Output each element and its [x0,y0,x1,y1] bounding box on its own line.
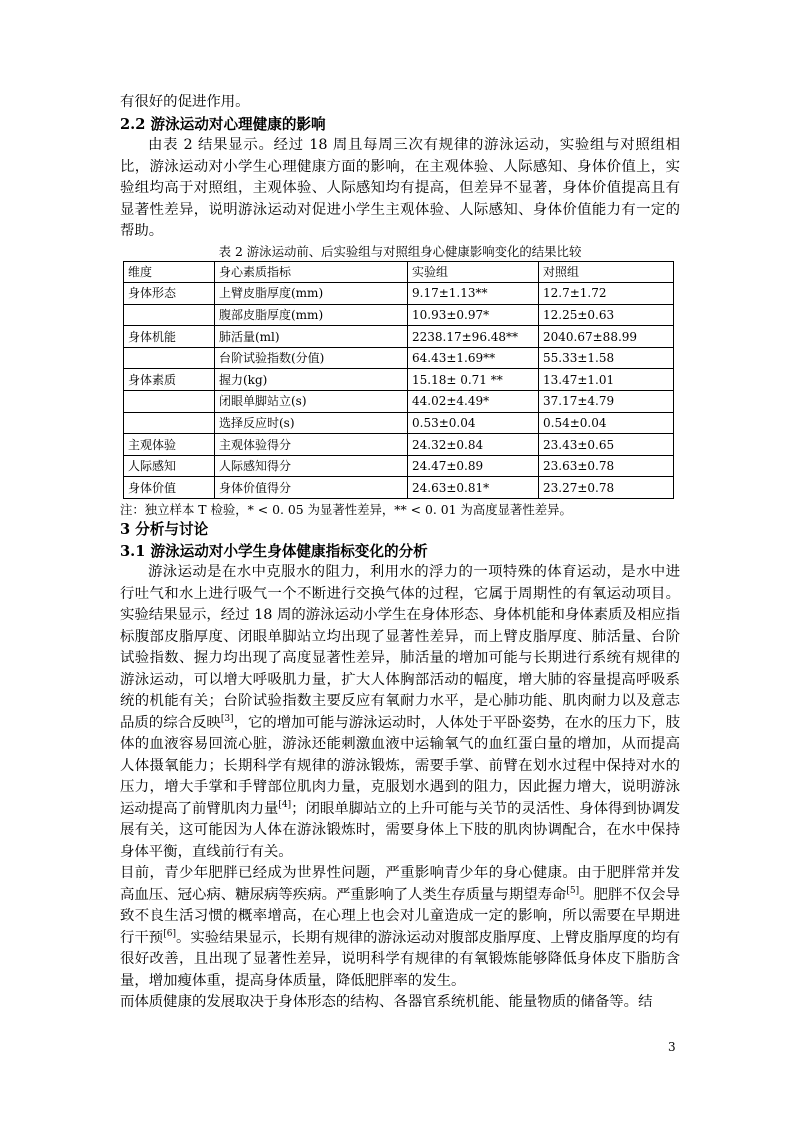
table-cell: 15.18± 0.71 ** [408,369,539,391]
p1-text-b: ，它的增加可能与游泳运动时，人体处于平卧姿势，在水的压力下，肢体的血液容易回流心脏，游泳还能刺激血液中运输氧气的血红蛋白量的增加，从而提高人体摄氧能力；长期科学有规律的游泳锻炼，需要手掌、前臂在划水过程中保持对水的压力，增大手掌和手臂部位肌肉力量，克服划水遇到的阻力，因此握力增大，说明游泳运动提高了前臂肌肉力量 [120,714,680,817]
table-cell: 0.53±0.04 [408,412,539,434]
table-cell: 选择反应时(s) [215,412,408,434]
table-cell: 上臂皮脂厚度(mm) [215,283,408,305]
table-cell: 2238.17±96.48** [408,326,539,348]
table-row [124,477,674,499]
table-row [124,412,674,434]
section-3-1-paragraph-2 [120,863,680,992]
table-cell: 44.02±4.49* [408,391,539,413]
table-cell: 24.63±0.81* [408,477,539,499]
table-cell: 37.17±4.79 [539,391,674,413]
table-header-cell: 实验组 [408,261,539,283]
table-cell: 身体机能 [124,326,215,348]
table-cell: 肺活量(ml) [215,326,408,348]
table-cell: 身体素质 [124,369,215,391]
citation-5: [5] [566,885,580,896]
table-2-caption: 表 2 游泳运动前、后实验组与对照组身心健康影响变化的结果比较 [218,243,582,259]
table-cell [124,304,215,326]
table-row [124,283,674,305]
table-cell [124,347,215,369]
table-cell: 13.47±1.01 [539,369,674,391]
p1-text-c: ；闭眼单脚站立的上升可能与关节的灵活性、身体得到协调发展有关，这可能因为人体在游泳锻炼时，需要身体上下肢的肌肉协调配合，在水中保持身体平衡，直线前行有关。 [120,800,680,860]
table-cell: 12.25±0.63 [539,304,674,326]
table-header-cell: 对照组 [539,261,674,283]
table-header-cell: 身心素质指标 [215,261,408,283]
table-2-note: 注：独立样本 T 检验，* < 0. 05 为显著性差异，** < 0. 01 为高度显著性差异。 [120,502,572,518]
table-cell: 台阶试验指数(分值) [215,347,408,369]
table-cell: 12.7±1.72 [539,283,674,305]
table-cell: 闭眼单脚站立(s) [215,391,408,413]
table-row [124,369,674,391]
table-cell: 23.27±0.78 [539,477,674,499]
table-cell [124,412,215,434]
section-2-2-heading: 2.2 游泳运动对心理健康的影响 [120,115,326,133]
table-row [124,434,674,456]
section-3-1-heading: 3.1 游泳运动对小学生身体健康指标变化的分析 [120,542,428,560]
table-cell: 身体形态 [124,283,215,305]
table-cell: 24.47±0.89 [408,455,539,477]
citation-6: [6] [163,928,176,939]
table-cell: 腹部皮脂厚度(mm) [215,304,408,326]
table-row [124,455,674,477]
section-3-heading: 3 分析与讨论 [120,521,209,539]
table-cell: 0.54±0.04 [539,412,674,434]
section-2-2-paragraph: 由表 2 结果显示。经过 18 周且每周三次有规律的游泳运动，实验组与对照组相比，游泳运动对小学生心理健康方面的影响，在主观体验、人际感知、身体价值上，实验组均高于对照组，主观体验、人际感知均有提高，但差异不显著，身体价值提高且有显著性差异，说明游泳运动对促进小学生主观体验、人际感知、身体价值能力有一定的帮助。 [120,137,680,239]
table-cell: 身体价值 [124,477,215,499]
table-2-body [124,261,674,499]
p2-text-b: 。肥胖不仅会导致不良生活习惯的概率增高，在心理上也会对儿童造成一定的影响，所以需要在早期进行干预 [120,886,680,946]
table-cell: 主观体验 [124,434,215,456]
table-cell: 人际感知得分 [215,455,408,477]
page-body [120,92,680,1014]
table-2 [123,261,674,500]
table-cell: 23.43±0.65 [539,434,674,456]
table-cell: 主观体验得分 [215,434,408,456]
p2-text-c: 。实验结果显示，长期有规律的游泳运动对腹部皮脂厚度、上臂皮脂厚度的均有很好改善，且出现了显著性差异，说明科学有规律的有氧锻炼能够降低身体皮下脂肪含量，增加瘦体重，提高身体质量，降低肥胖率的发生。 [120,929,680,989]
citation-3: [3] [220,713,234,724]
intro-tail: 有很好的促进作用。 [120,94,250,110]
table-cell: 身体价值得分 [215,477,408,499]
table-cell: 23.63±0.78 [539,455,674,477]
table-row [124,326,674,348]
table-cell: 2040.67±88.99 [539,326,674,348]
page-number: 3 [668,1040,676,1054]
table-cell: 9.17±1.13** [408,283,539,305]
table-header-cell: 维度 [124,261,215,283]
table-row [124,347,674,369]
p2-text: 目前，青少年肥胖已经成为世界性问题，严重影响青少年的身心健康。由于肥胖常并发高血压、冠心病、糖尿病等疾病。严重影响了人类生存质量与期望寿命 [120,865,680,903]
section-3-1-paragraph-3: 而体质健康的发展取决于身体形态的结构、各器官系统机能、能量物质的储备等。结 [120,994,653,1011]
table-cell: 握力(kg) [215,369,408,391]
table-row [124,304,674,326]
citation-4: [4] [278,799,292,810]
table-cell [124,391,215,413]
p1-text: 游泳运动是在水中克服水的阻力，利用水的浮力的一项特殊的体育运动，是水中进行吐气和水上进行吸气一个不断进行交换气体的过程，它属于周期性的有氧运动项目。实验结果显示，经过 18 周的游泳运动小学生在身体形态、身体机能和身体素质及相应指标腹部皮脂厚度、闭眼单脚站立均出现了显著性差异，而上臂皮脂厚度、肺活量、台阶试验指数、握力均出现了高度显著性差异，肺活量的增加可能与长期进行系统有规律的游泳运动，可以增大呼吸肌力量，扩大人体胸部活动的幅度，增大肺的容量提高呼吸系统的机能有关；台阶试验指数主要反应有氧耐力水平，是心肺功能、肌肉耐力以及意志品质的综合反映 [120,564,680,731]
section-3-1-paragraph-1 [120,562,680,863]
table-cell: 55.33±1.58 [539,347,674,369]
table-row [124,391,674,413]
table-cell: 24.32±0.84 [408,434,539,456]
table-header-row [124,261,674,283]
table-cell: 64.43±1.69** [408,347,539,369]
table-cell: 人际感知 [124,455,215,477]
table-cell: 10.93±0.97* [408,304,539,326]
